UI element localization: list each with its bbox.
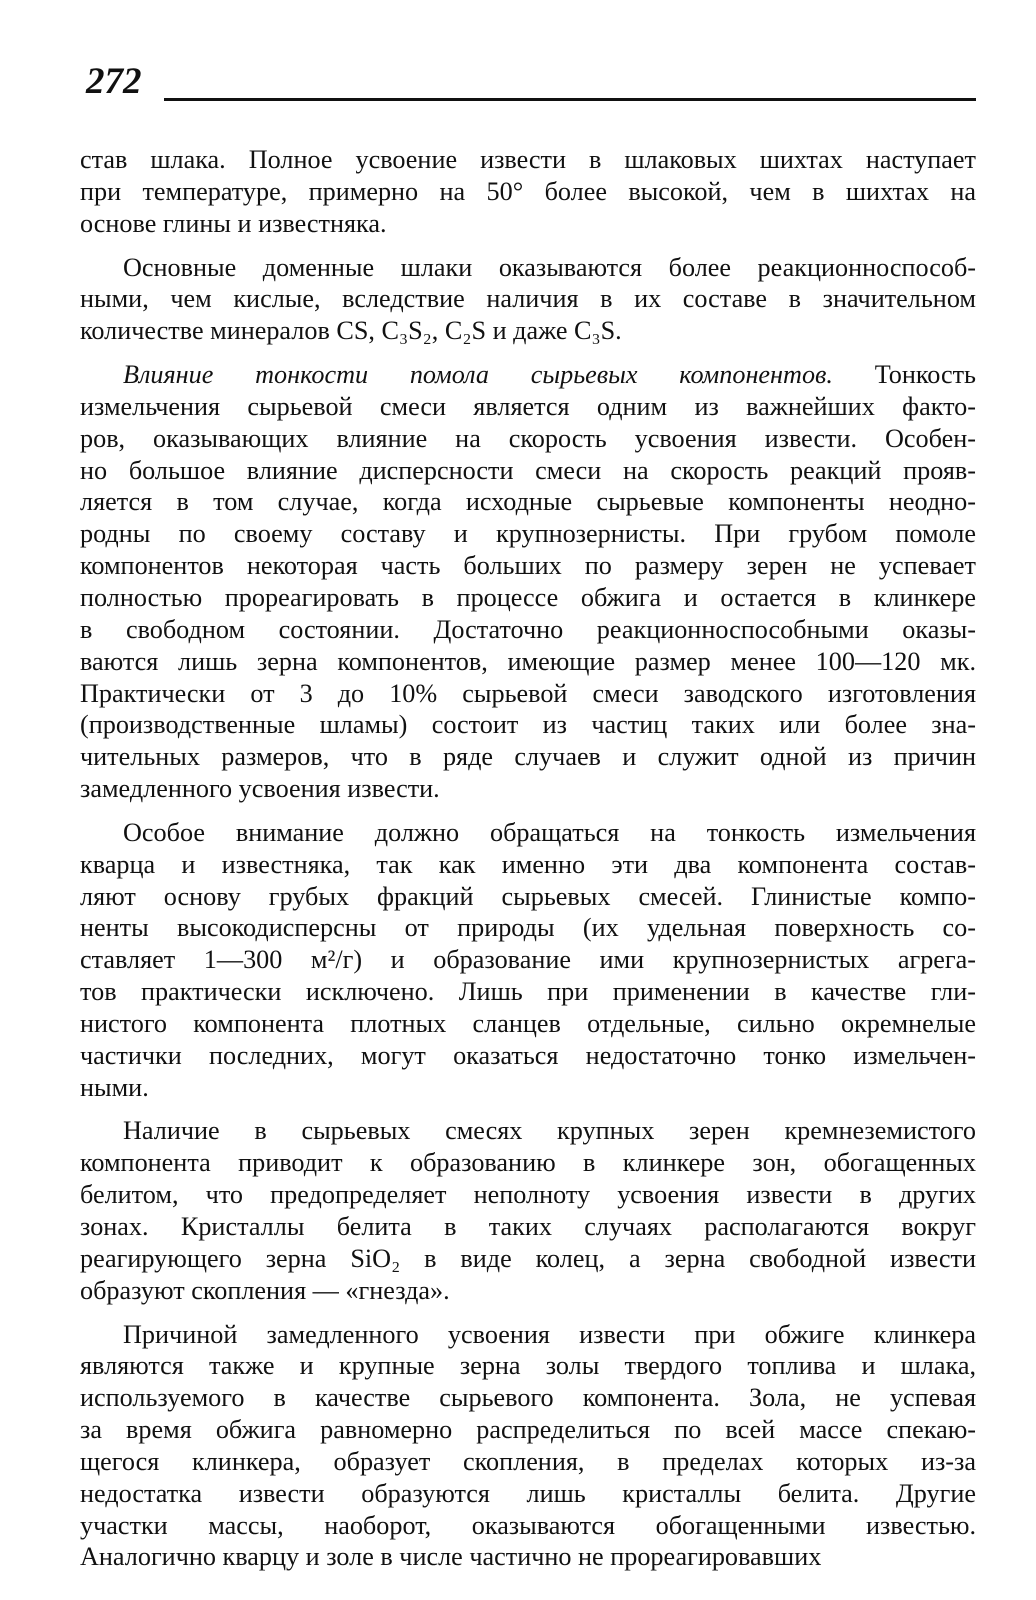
- text-line: ными.: [80, 1072, 149, 1102]
- paragraph: [80, 359, 976, 805]
- text-line: став шлака. Полное усвоение извести в шлаковых шихтах наступает: [80, 145, 976, 174]
- text-line: реагирующего зерна SiO₂ в виде колец, а зерна свободной извести: [80, 1243, 976, 1273]
- paragraph: [80, 1115, 976, 1306]
- body-text: [80, 144, 976, 1573]
- text-line: Практически от 3 до 10% сырьевой смеси заводского изготовления: [80, 678, 976, 708]
- text-line: Причиной замедленного усвоения извести при обжиге клинкера: [123, 1319, 976, 1349]
- text-line: ляется в том случае, когда исходные сырьевые компоненты неодно-: [80, 487, 976, 517]
- text-line: участки массы, наоборот, оказываются обогащенными известью.: [80, 1510, 976, 1540]
- text-line: компонентов некоторая часть больших по размеру зерен не успевает: [80, 551, 976, 581]
- paragraph: [80, 817, 976, 1104]
- text-line: в свободном состоянии. Достаточно реакционноспособными оказы-: [80, 614, 976, 644]
- paragraph: [80, 1319, 976, 1574]
- text-line: используемого в качестве сырьевого компонента. Зола, не успевая: [80, 1383, 976, 1413]
- text-line: белитом, что предопределяет неполноту усвоения извести в других: [80, 1180, 976, 1210]
- text-line: Особое внимание должно обращаться на тонкость измельчения: [123, 817, 976, 847]
- text-line: ляют основу грубых фракций сырьевых смесей. Глинистые компо-: [80, 881, 976, 911]
- text-line: ров, оказывающих влияние на скорость усвоения извести. Особен-: [80, 423, 976, 453]
- page-number: 272: [86, 61, 142, 102]
- text-line: нистого компонента плотных сланцев отдельные, сильно окремнелые: [80, 1008, 976, 1038]
- text-line: замедленного усвоения извести.: [80, 774, 440, 804]
- text-line: ставляет 1—300 м²/г) и образование ими крупнозернистых агрега-: [80, 945, 976, 975]
- text-line: Наличие в сырьевых смесях крупных зерен кремнеземистого: [123, 1116, 976, 1146]
- text-line: ваются лишь зерна компонентов, имеющие размер менее 100—120 мк.: [80, 646, 976, 676]
- text-line: тов практически исключено. Лишь при применении в качестве гли-: [80, 977, 976, 1007]
- text-line: Основные доменные шлаки оказываются более реакционноспособ-: [123, 252, 976, 282]
- text-line: полностью прореагировать в процессе обжига и остается в клинкере: [80, 582, 976, 612]
- text-run: Тонкость: [832, 360, 976, 390]
- page-header: [86, 58, 978, 108]
- text-line: ненты высокодисперсны от природы (их удельная поверхность со-: [80, 913, 976, 943]
- text-line: образуют скопления — «гнезда».: [80, 1275, 450, 1305]
- text-line: частички последних, могут оказаться недостаточно тонко измельчен-: [80, 1040, 976, 1070]
- text-line: [80, 359, 976, 391]
- text-line: кварца и известняка, так как именно эти два компонента состав-: [80, 849, 976, 879]
- text-line: зонах. Кристаллы белита в таких случаях располагаются вокруг: [80, 1212, 976, 1241]
- text-line: Аналогично кварцу и золе в числе частично не прореагировавших: [80, 1542, 822, 1572]
- text-line: (производственные шламы) состоит из частиц таких или более зна-: [80, 710, 976, 740]
- section-heading: Влияние тонкости помола сырьевых компонентов.: [123, 360, 833, 390]
- text-line: ными, чем кислые, вследствие наличия в их составе в значительном: [80, 284, 976, 314]
- text-line: щегося клинкера, образует скопления, в пределах которых из-за: [80, 1446, 976, 1476]
- text-line: за время обжига равномерно распределиться по всей массе спекаю-: [80, 1415, 976, 1445]
- text-line: количестве минералов CS, C₃S₂, C₂S и даже C₃S.: [80, 316, 622, 346]
- paragraph: [80, 144, 976, 240]
- text-line: родны по своему составу и крупнозернисты. При грубом помоле: [80, 519, 976, 549]
- text-line: являются также и крупные зерна золы твердого топлива и шлака,: [80, 1351, 976, 1381]
- text-line: при температуре, примерно на 50° более высокой, чем в шихтах на: [80, 176, 976, 206]
- text-line: но большое влияние дисперсности смеси на скорость реакций прояв-: [80, 455, 976, 485]
- text-line: недостатка извести образуются лишь кристаллы белита. Другие: [80, 1478, 976, 1508]
- header-rule: [164, 98, 976, 101]
- text-line: измельчения сырьевой смеси является одним из важнейших факто-: [80, 391, 976, 421]
- text-line: компонента приводит к образованию в клинкере зон, обогащенных: [80, 1148, 976, 1178]
- text-line: основе глины и известняка.: [80, 208, 387, 238]
- paragraph: [80, 252, 976, 348]
- text-line: чительных размеров, что в ряде случаев и служит одной из причин: [80, 742, 976, 772]
